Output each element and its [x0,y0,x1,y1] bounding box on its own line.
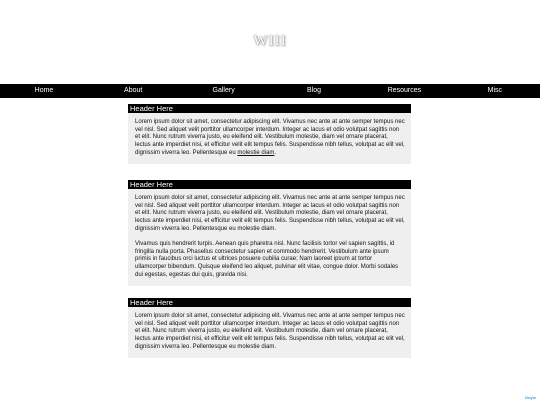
nav-item-gallery[interactable]: Gallery [212,87,235,94]
nav-item-home[interactable]: Home [34,87,54,94]
section-paragraph: Vivamus quis hendrerit turpis. Aenean quis pharetra nisl. Nunc facilisis tortor vel sapien sagittis, id fringilla nulla porta. Phasellus consectetur sapien et commodo hendrerit. Vestibulum ante ipsum primis in faucibus orci luctus et ultrices posuere cubilia curae; Nam laoreet ipsum at tortor ullamcorper bibendum. Quisque eleifend leo aliquet, pulvinar elit vitae, congue dolor. Morbi sodales dui egestas, egestas dui quis, gravida nisi. [135,241,399,278]
content-section-3 [128,298,411,358]
section-paragraph [135,119,405,158]
nav-item-about[interactable]: About [124,87,143,94]
section-header: Header Here [128,104,411,113]
section-body [128,189,411,286]
nav-item-misc[interactable]: Misc [487,87,503,94]
content-section-1 [128,104,411,164]
nav-item-resources[interactable]: Resources [387,87,422,94]
main-navbar [0,84,540,98]
molestie-diam-link[interactable]: molestie diam [237,149,275,156]
section-body [128,113,411,164]
section-header: Header Here [128,180,411,189]
site-logo[interactable]: WIII [253,33,287,49]
paragraph-tail: . [274,149,277,156]
nav-item-blog[interactable]: Blog [307,87,322,94]
footer-badge[interactable]: Doyle [525,395,536,400]
section-header: Header Here [128,298,411,307]
section-paragraph: Lorem ipsum dolor sit amet, consectetur adipiscing elit. Vivamus nec ante at ante semper tempus nec vel nisl. Sed aliquet velit porttitor ullamcorper interdum. Integer ac lacus et odio volutpat sagittis non et elit. Nunc rutrum viverra justo, eu eleifend elit. Vestibulum molestie, diam vel ornare placerat, lectus ante imperdiet nisi, et efficitur velit elit tempus felis. Suspendisse nibh tellus, volutpat ac elit vel, dignissim viverra leo. Pellentesque eu molestie diam. [135,313,405,350]
paragraph-text: Lorem ipsum dolor sit amet, consectetur adipiscing elit. Vivamus nec ante at ante semper tempus nec vel nisl. Sed aliquet velit porttitor ullamcorper interdum. Integer ac lacus et odio volutpat sagittis non et elit. Nunc rutrum viverra justo, eu eleifend elit. Vestibulum molestie, diam vel ornare placerat, lectus ante imperdiet nisi, et efficitur velit elit tempus felis. Suspendisse nibh tellus, volutpat ac elit vel, dignissim viverra leo. Pellentesque eu [135,119,405,156]
section-paragraph: Lorem ipsum dolor sit amet, consectetur adipiscing elit. Vivamus nec ante at ante semper tempus nec vel nisl. Sed aliquet velit porttitor ullamcorper interdum. Integer ac lacus et odio volutpat sagittis non et elit. Nunc rutrum viverra justo, eu eleifend elit. Vestibulum molestie, diam vel ornare placerat, lectus ante imperdiet nisi, et efficitur velit elit tempus felis. Suspendisse nibh tellus, volutpat ac elit vel, dignissim viverra leo. Pellentesque eu molestie diam. [135,195,405,232]
section-body [128,307,411,358]
content-section-2 [128,180,411,286]
